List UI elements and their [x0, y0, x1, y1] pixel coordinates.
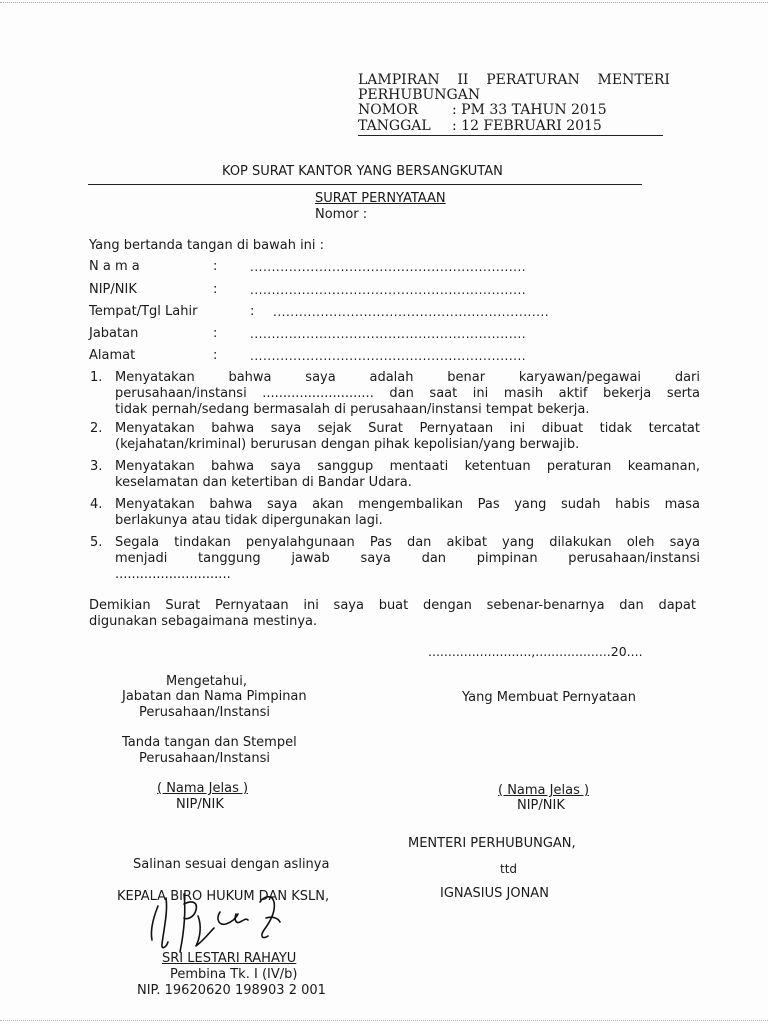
statement-line: tidak pernah/sedang bermasalah di perusahaan/instansi tempat bekerja. [115, 402, 590, 417]
field-dots-ttl: ................................................................ [273, 305, 550, 319]
field-colon: : [213, 282, 218, 297]
lampiran-word: LAMPIRAN [358, 72, 440, 88]
yang-membuat: Yang Membuat Pernyataan [462, 690, 636, 705]
statement-line: Segala tindakan penyalahgunaan Pas dan akibat yang dilakukan oleh saya [115, 535, 700, 550]
mengetahui: Mengetahui, [166, 674, 247, 689]
statement-line: menjadi tanggung jawab saya dan pimpinan perusahaan/instansi [115, 551, 700, 566]
salinan: Salinan sesuai dengan aslinya [133, 857, 330, 872]
left-nip: NIP/NIK [176, 797, 224, 812]
minister-ttd: ttd [500, 862, 518, 876]
statement-number: 3. [90, 459, 103, 474]
lampiran-tanggal-value: : 12 FEBRUARI 2015 [452, 118, 602, 134]
field-colon: : [213, 326, 218, 341]
statement-line: Menyatakan bahwa saya sanggup mentaati ketentuan peraturan keamanan, [115, 459, 700, 474]
field-label-ttl: Tempat/Tgl Lahir [89, 304, 198, 319]
field-colon: : [250, 304, 255, 319]
nomor-label: Nomor : [315, 207, 368, 222]
statement-line: perusahaan/instansi ........................... dan saat ini masih aktif bekerja serta [115, 386, 700, 401]
tanda-tangan-stempel: Tanda tangan dan Stempel [122, 735, 297, 750]
field-label-jabatan: Jabatan [89, 326, 139, 341]
field-dots-jabatan: ................................................................ [250, 327, 527, 341]
scan-top-edge [0, 2, 768, 3]
field-label-nip: NIP/NIK [89, 282, 137, 297]
signer-nip: NIP. 19620620 198903 2 001 [137, 983, 326, 998]
lampiran-line1 [358, 72, 670, 88]
kop-surat: KOP SURAT KANTOR YANG BERSANGKUTAN [222, 164, 503, 179]
lampiran-rule [358, 135, 663, 136]
lampiran-word: II [457, 72, 469, 88]
page-title: SURAT PERNYATAAN [315, 191, 446, 206]
left-nama-jelas: ( Nama Jelas ) [157, 781, 249, 796]
field-colon: : [213, 348, 218, 363]
statement-line: Menyatakan bahwa saya adalah benar karyawan/pegawai dari [115, 370, 700, 385]
lampiran-word: PERATURAN [486, 72, 580, 88]
perusahaan-instansi: Perusahaan/Instansi [139, 705, 271, 720]
closing-line: digunakan sebagaimana mestinya. [89, 614, 318, 629]
lampiran-tanggal-label: TANGGAL [358, 118, 431, 134]
signer-rank: Pembina Tk. I (IV/b) [170, 967, 298, 982]
date-line: ..........................,...................20.... [428, 644, 643, 659]
statement-line: Menyatakan bahwa saya akan mengembalikan Pas yang sudah habis masa [115, 497, 700, 512]
field-dots-alamat: ................................................................ [250, 349, 527, 363]
jabatan-pimpinan: Jabatan dan Nama Pimpinan [122, 689, 307, 704]
handwritten-signature [140, 882, 310, 962]
lampiran-line2: PERHUBUNGAN [358, 87, 481, 103]
lampiran-nomor-label: NOMOR [358, 102, 419, 118]
statement-line: keselamatan dan ketertiban di Bandar Udara. [115, 475, 412, 490]
right-nip: NIP/NIK [517, 798, 565, 813]
lampiran-nomor-value: : PM 33 TAHUN 2015 [452, 102, 607, 118]
statement-number: 2. [90, 421, 103, 436]
statement-line: ............................ [115, 567, 231, 582]
intro-text: Yang bertanda tangan di bawah ini : [89, 238, 325, 253]
field-dots-nip: ................................................................ [250, 283, 527, 297]
statement-line: Menyatakan bahwa saya sejak Surat Pernyataan ini dibuat tidak tercatat [115, 421, 700, 436]
field-dots-nama: ................................................................ [250, 260, 527, 274]
signer-name: SRI LESTARI RAHAYU [162, 951, 297, 966]
field-label-nama: N a m a [89, 259, 140, 274]
statement-number: 5. [90, 535, 103, 550]
perusahaan-instansi-2: Perusahaan/Instansi [139, 751, 271, 766]
statement-number: 1. [90, 370, 103, 385]
lampiran-word: MENTERI [597, 72, 670, 88]
kepala-biro: KEPALA BIRO HUKUM DAN KSLN, [117, 889, 330, 904]
statement-line: berlakunya atau tidak dipergunakan lagi. [115, 513, 383, 528]
minister-title: MENTERI PERHUBUNGAN, [408, 836, 576, 851]
closing-paragraph [89, 598, 696, 630]
kop-rule [88, 184, 642, 185]
field-colon: : [213, 259, 218, 274]
statement-line: (kejahatan/kriminal) berurusan dengan pihak kepolisian/yang berwajib. [115, 437, 580, 452]
minister-name: IGNASIUS JONAN [440, 886, 549, 901]
right-nama-jelas: ( Nama Jelas ) [498, 783, 590, 798]
closing-line: Demikian Surat Pernyataan ini saya buat dengan sebenar-benarnya dan dapat [89, 598, 696, 613]
statement-number: 4. [90, 497, 103, 512]
field-label-alamat: Alamat [89, 348, 136, 363]
scan-bottom-edge [0, 1020, 768, 1021]
